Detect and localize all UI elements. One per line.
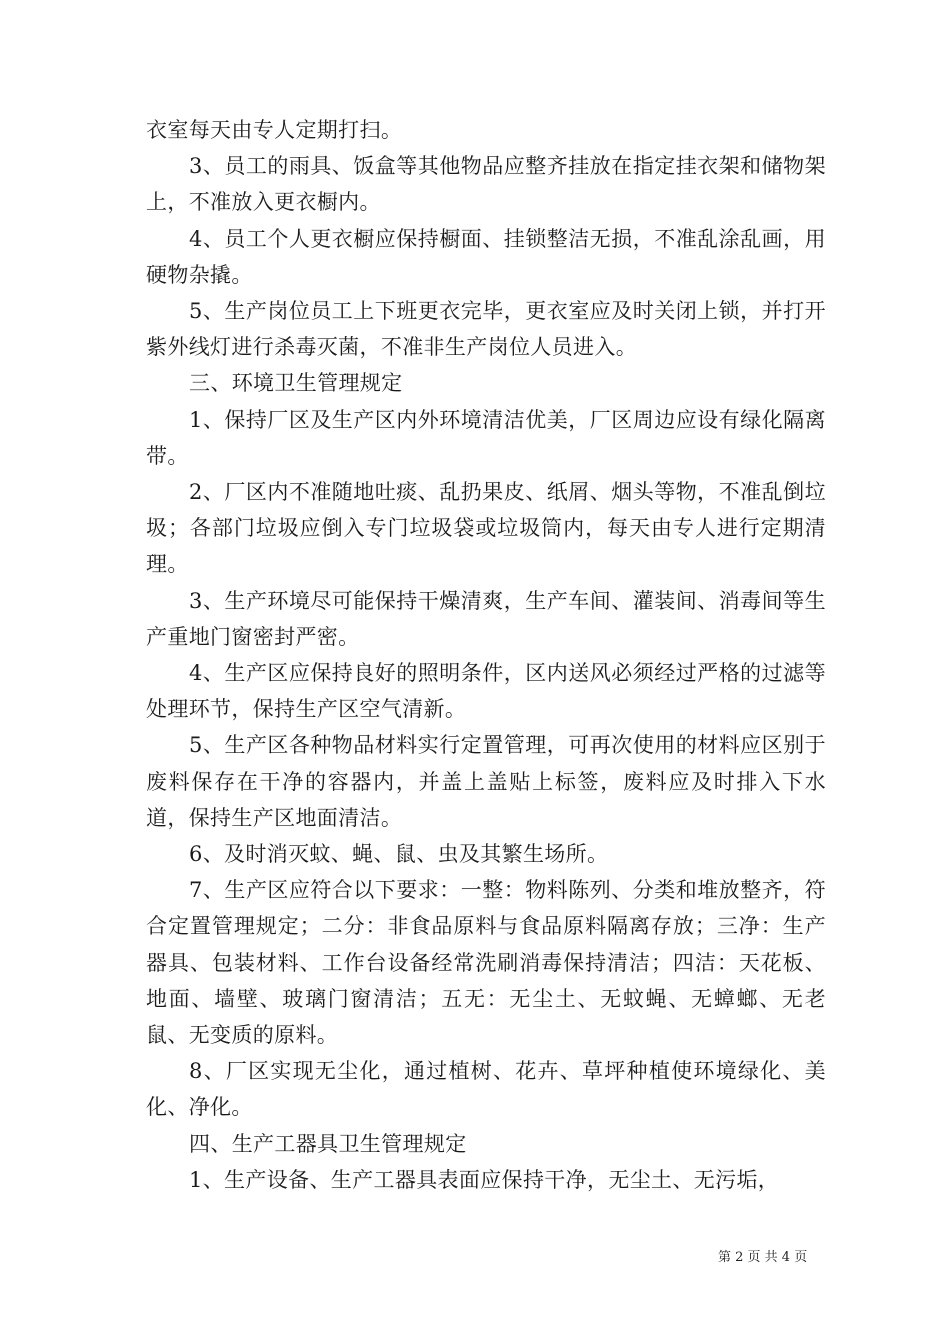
paragraph-12: 7、生产区应符合以下要求：一整：物料陈列、分类和堆放整齐，符合定置管理规定；二分：非食品原料与食品原料隔离存放；三净：生产器具、包装材料、工作台设备经常洗刷消毒保持清洁；四洁：天花板、地面、墙壁、玻璃门窗清洁；五无：无尘土、无蚊蝇、无蟑螂、无老鼠、无变质的原料。	[146, 878, 826, 1048]
section-heading-environment: 三、环境卫生管理规定	[189, 371, 403, 396]
document-body	[146, 112, 826, 1198]
paragraph-10: 5、生产区各种物品材料实行定置管理，可再次使用的材料应区别于废料保存在干净的容器内，并盖上盖贴上标签，废料应及时排入下水道，保持生产区地面清洁。	[146, 733, 826, 830]
paragraph-1: 衣室每天由专人定期打扫。	[146, 118, 403, 142]
paragraph-13: 8、厂区实现无尘化，通过植树、花卉、草坪种植使环境绿化、美化、净化。	[146, 1059, 826, 1120]
paragraph-6: 1、保持厂区及生产区内外环境清洁优美，厂区周边应设有绿化隔离带。	[146, 407, 826, 468]
page-number: 第 2 页 共 4 页	[718, 1250, 808, 1265]
paragraph-11: 6、及时消灭蚊、蝇、鼠、虫及其繁生场所。	[189, 842, 609, 867]
paragraph-2: 3、员工的雨具、饭盒等其他物品应整齐挂放在指定挂衣架和储物架上，不准放入更衣橱内。	[146, 154, 826, 215]
section-heading-tools: 四、生产工器具卫生管理规定	[189, 1131, 467, 1156]
paragraph-4: 5、生产岗位员工上下班更衣完毕，更衣室应及时关闭上锁，并打开紫外线灯进行杀毒灭菌，不准非生产岗位人员进入。	[146, 299, 826, 360]
paragraph-8: 3、生产环境尽可能保持干燥清爽，生产车间、灌装间、消毒间等生产重地门窗密封严密。	[146, 588, 826, 649]
paragraph-7: 2、厂区内不准随地吐痰、乱扔果皮、纸屑、烟头等物，不准乱倒垃圾；各部门垃圾应倒入专门垃圾袋或垃圾筒内，每天由专人进行定期清理。	[146, 480, 826, 577]
paragraph-15: 1、生产设备、生产工器具表面应保持干净，无尘土、无污垢，	[189, 1167, 780, 1192]
paragraph-3: 4、员工个人更衣橱应保持橱面、挂锁整洁无损，不准乱涂乱画，用硬物杂撬。	[146, 226, 826, 287]
paragraph-9: 4、生产区应保持良好的照明条件，区内送风必须经过严格的过滤等处理环节，保持生产区空气清新。	[146, 661, 826, 722]
